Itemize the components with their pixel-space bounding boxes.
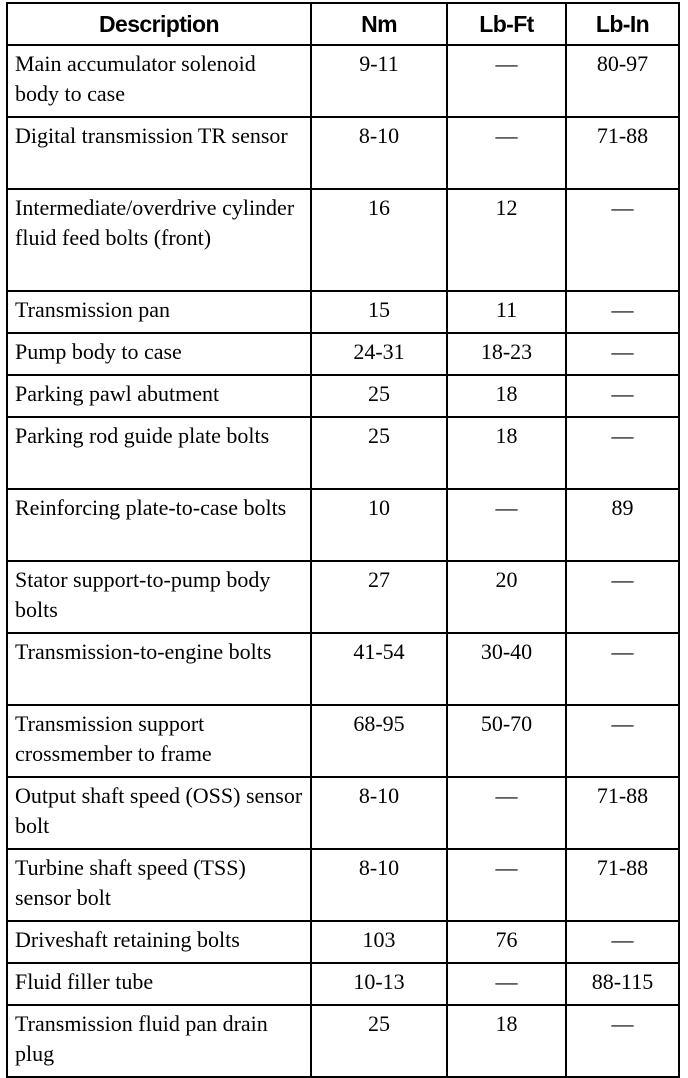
lb-in-cell: 80-97	[566, 45, 679, 117]
table-row	[7, 417, 679, 489]
lb-ft-cell: —	[447, 777, 566, 849]
lb-in-cell: —	[566, 1005, 679, 1077]
nm-cell: 8-10	[311, 117, 447, 189]
nm-cell: 8-10	[311, 849, 447, 921]
column-header-lb-in: Lb-In	[566, 3, 679, 45]
description-cell: Digital transmission TR sensor	[7, 117, 311, 189]
nm-cell: 68-95	[311, 705, 447, 777]
table-row	[7, 921, 679, 963]
torque-spec-table	[6, 2, 680, 1078]
lb-in-cell: —	[566, 333, 679, 375]
column-header-nm: Nm	[311, 3, 447, 45]
table-row	[7, 1005, 679, 1077]
table-row	[7, 375, 679, 417]
nm-cell: 25	[311, 375, 447, 417]
description-cell: Transmission support crossmember to frame	[7, 705, 311, 777]
description-cell: Main accumulator solenoid body to case	[7, 45, 311, 117]
nm-cell: 9-11	[311, 45, 447, 117]
nm-cell: 8-10	[311, 777, 447, 849]
nm-cell: 15	[311, 291, 447, 333]
lb-in-cell: —	[566, 375, 679, 417]
nm-cell: 103	[311, 921, 447, 963]
lb-ft-cell: 18	[447, 1005, 566, 1077]
description-cell: Pump body to case	[7, 333, 311, 375]
lb-ft-cell: —	[447, 117, 566, 189]
lb-in-cell: —	[566, 561, 679, 633]
column-header-description: Description	[7, 3, 311, 45]
lb-ft-cell: 12	[447, 189, 566, 291]
lb-ft-cell: 11	[447, 291, 566, 333]
table-row	[7, 291, 679, 333]
nm-cell: 25	[311, 1005, 447, 1077]
table-row	[7, 561, 679, 633]
table-row	[7, 117, 679, 189]
description-cell: Transmission pan	[7, 291, 311, 333]
lb-ft-cell: 76	[447, 921, 566, 963]
table-header-row	[7, 3, 679, 45]
lb-ft-cell: 30-40	[447, 633, 566, 705]
table-row	[7, 633, 679, 705]
table-row	[7, 333, 679, 375]
description-cell: Reinforcing plate-to-case bolts	[7, 489, 311, 561]
lb-ft-cell: —	[447, 849, 566, 921]
lb-ft-cell: —	[447, 489, 566, 561]
table-row	[7, 963, 679, 1005]
lb-ft-cell: 18	[447, 417, 566, 489]
table-row	[7, 777, 679, 849]
nm-cell: 41-54	[311, 633, 447, 705]
lb-in-cell: —	[566, 291, 679, 333]
nm-cell: 25	[311, 417, 447, 489]
description-cell: Turbine shaft speed (TSS) sensor bolt	[7, 849, 311, 921]
description-cell: Output shaft speed (OSS) sensor bolt	[7, 777, 311, 849]
lb-ft-cell: —	[447, 45, 566, 117]
lb-ft-cell: 18-23	[447, 333, 566, 375]
nm-cell: 27	[311, 561, 447, 633]
column-header-lb-ft: Lb-Ft	[447, 3, 566, 45]
nm-cell: 10	[311, 489, 447, 561]
description-cell: Parking pawl abutment	[7, 375, 311, 417]
description-cell: Transmission fluid pan drain plug	[7, 1005, 311, 1077]
table-row	[7, 489, 679, 561]
lb-in-cell: —	[566, 705, 679, 777]
table-row	[7, 45, 679, 117]
description-cell: Driveshaft retaining bolts	[7, 921, 311, 963]
lb-ft-cell: 20	[447, 561, 566, 633]
lb-in-cell: —	[566, 189, 679, 291]
torque-spec-sheet	[6, 2, 678, 1078]
lb-in-cell: —	[566, 417, 679, 489]
description-cell: Stator support-to-pump body bolts	[7, 561, 311, 633]
lb-in-cell: 89	[566, 489, 679, 561]
lb-ft-cell: 18	[447, 375, 566, 417]
description-cell: Transmission-to-engine bolts	[7, 633, 311, 705]
lb-in-cell: 71-88	[566, 777, 679, 849]
nm-cell: 16	[311, 189, 447, 291]
description-cell: Fluid filler tube	[7, 963, 311, 1005]
lb-ft-cell: 50-70	[447, 705, 566, 777]
table-row	[7, 705, 679, 777]
table-row	[7, 849, 679, 921]
lb-in-cell: 71-88	[566, 849, 679, 921]
lb-in-cell: —	[566, 921, 679, 963]
nm-cell: 24-31	[311, 333, 447, 375]
lb-ft-cell: —	[447, 963, 566, 1005]
table-row	[7, 189, 679, 291]
description-cell: Parking rod guide plate bolts	[7, 417, 311, 489]
description-cell: Intermediate/overdrive cylinder fluid feed bolts (front)	[7, 189, 311, 291]
nm-cell: 10-13	[311, 963, 447, 1005]
lb-in-cell: —	[566, 633, 679, 705]
lb-in-cell: 71-88	[566, 117, 679, 189]
lb-in-cell: 88-115	[566, 963, 679, 1005]
